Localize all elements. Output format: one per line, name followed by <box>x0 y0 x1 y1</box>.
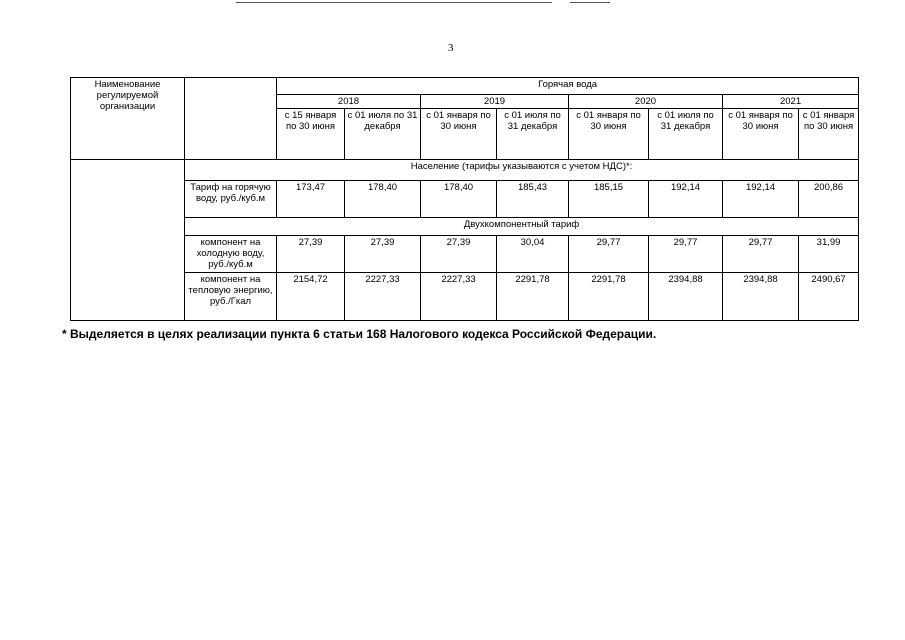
org-name-cell <box>71 160 185 321</box>
period-header: с 01 июля по 31 декабря <box>345 109 421 160</box>
top-rule <box>236 2 552 3</box>
period-header: с 01 июля по 31 декабря <box>497 109 569 160</box>
period-header: с 01 января по 30 июня <box>723 109 799 160</box>
table-cell: 2227,33 <box>421 273 497 321</box>
table-cell: 2227,33 <box>345 273 421 321</box>
year-header: 2018 <box>277 95 421 109</box>
table-cell: 192,14 <box>723 181 799 218</box>
main-header: Горячая вода <box>277 78 859 95</box>
table-cell: 27,39 <box>421 236 497 273</box>
row-label-cold-water: компонент на холодную воду, руб./куб.м <box>185 236 277 273</box>
table-cell: 2394,88 <box>649 273 723 321</box>
org-header: Наименование регулируемой организации <box>71 78 185 160</box>
year-header: 2019 <box>421 95 569 109</box>
table-cell: 30,04 <box>497 236 569 273</box>
page-number: 3 <box>448 42 454 54</box>
table-cell: 31,99 <box>799 236 859 273</box>
table-cell: 2291,78 <box>569 273 649 321</box>
table-cell: 178,40 <box>421 181 497 218</box>
top-rule-short <box>570 2 610 3</box>
row-label-heat: компонент на тепловую энергию, руб./Гкал <box>185 273 277 321</box>
section-two-component: Двухкомпонентный тариф <box>185 218 859 236</box>
table-cell: 185,15 <box>569 181 649 218</box>
footnote: * Выделяется в целях реализации пункта 6 статьи 168 Налогового кодекса Российской Федерации. <box>62 327 657 341</box>
year-header: 2021 <box>723 95 859 109</box>
period-header: с 15 января по 30 июня <box>277 109 345 160</box>
table-cell: 2154,72 <box>277 273 345 321</box>
table-cell: 2394,88 <box>723 273 799 321</box>
table-cell: 29,77 <box>723 236 799 273</box>
table-cell: 200,86 <box>799 181 859 218</box>
table-cell: 27,39 <box>277 236 345 273</box>
table-cell: 185,43 <box>497 181 569 218</box>
table-cell: 2291,78 <box>497 273 569 321</box>
table-cell: 2490,67 <box>799 273 859 321</box>
period-header: с 01 января по 30 июня <box>799 109 859 160</box>
blank-header-cell <box>185 78 277 160</box>
period-header: с 01 января по 30 июня <box>569 109 649 160</box>
table-cell: 178,40 <box>345 181 421 218</box>
section-population: Население (тарифы указываются с учетом НДС)*: <box>185 160 859 181</box>
table-cell: 29,77 <box>569 236 649 273</box>
tariff-table <box>70 77 859 321</box>
table-cell: 29,77 <box>649 236 723 273</box>
period-header: с 01 июля по 31 декабря <box>649 109 723 160</box>
table-cell: 27,39 <box>345 236 421 273</box>
year-header: 2020 <box>569 95 723 109</box>
table-cell: 173,47 <box>277 181 345 218</box>
period-header: с 01 января по 30 июня <box>421 109 497 160</box>
row-label-hot-water: Тариф на горячую воду, руб./куб.м <box>185 181 277 218</box>
table-cell: 192,14 <box>649 181 723 218</box>
